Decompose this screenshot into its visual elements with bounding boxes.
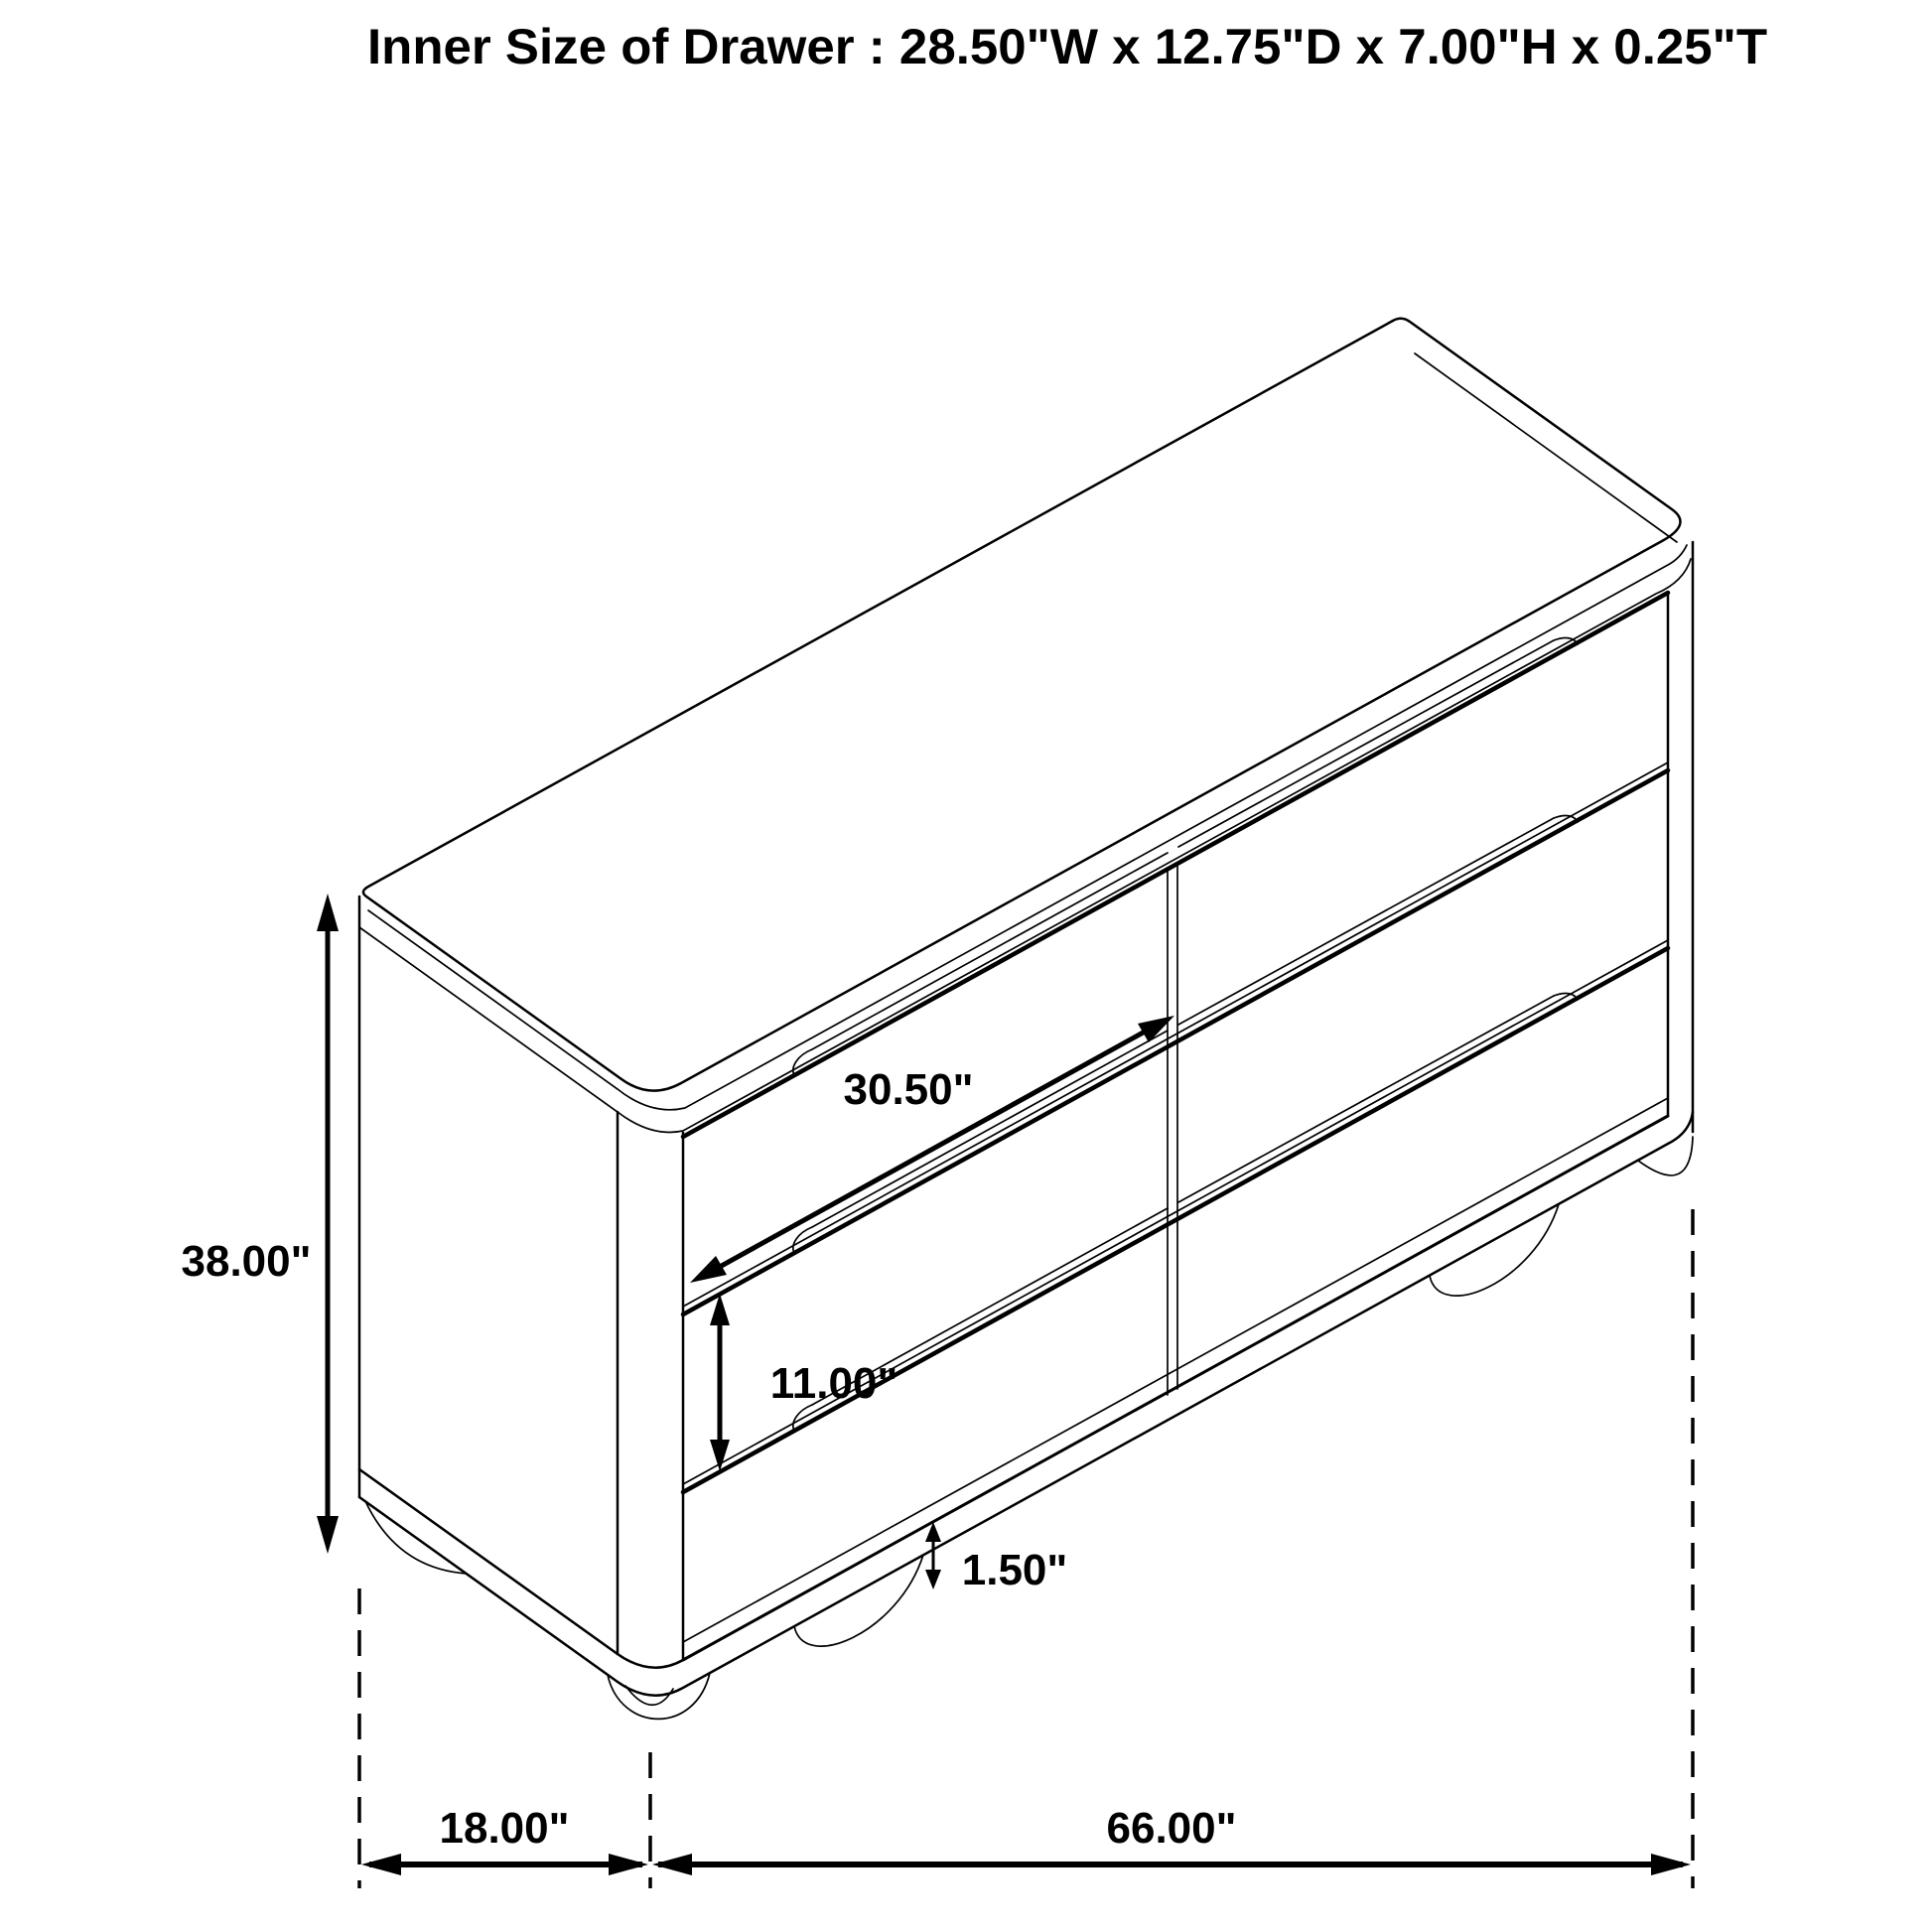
dim-foot-height-label: 1.50"	[961, 1546, 1068, 1594]
dim-drawer-width-label: 30.50"	[843, 1065, 974, 1114]
dim-overall-height-label: 38.00"	[181, 1237, 312, 1286]
dim-depth-label: 18.00"	[439, 1804, 570, 1853]
dim-drawer-height-label: 11.00"	[769, 1359, 898, 1408]
diagram-title: Inner Size of Drawer : 28.50"W x 12.75"D x 7.00"H x 0.25"T	[367, 19, 1767, 74]
dim-width-label: 66.00"	[1106, 1804, 1237, 1853]
